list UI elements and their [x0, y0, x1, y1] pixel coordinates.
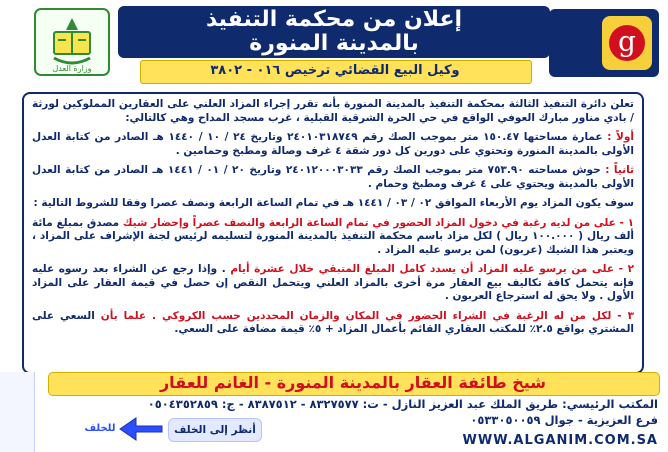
condition-3: [32, 310, 634, 337]
license-subtitle: وكيل البيع القضائي ترخيص ٠١٦ - ٣٨٠٢: [210, 63, 460, 78]
first-item-label: أولاً :: [607, 131, 634, 143]
office-contact: المكتب الرئيسي: طريق الملك عبد العزيز النازل - ت: ٨٣٢٧٥٧٧ - ٨٣٨٧٥١٢ - ج: ٠٥٠٤٣٥٢٨٥٩: [147, 397, 658, 411]
condition-3-text: السعي على المشتري بواقع ٢.٥٪ للمكتب العقاري القائم بأعمال المزاد + ٥٪ قيمة مضافة على السعي.: [32, 309, 634, 335]
auction-schedule: سوف يكون المزاد يوم الأربعاء الموافق ٠٢ / ٠٣ / ١٤٤١ هـ في تمام الساعة الرابعة ونصف عصرا وفقا للشروط التالية :: [33, 197, 634, 209]
notice-intro: تعلن دائرة التنفيذ الثالثة بمحكمة التنفيذ بالمدينة المنورة بأنه تقرر إجراء المزاد العلني على العقارين المملوكين لورثة / بادي مناور مبارك العوفي الواقع في حي الحرة الشرقية القبلية ، غرب مسجد المداح وهي كالتالي:: [32, 98, 634, 124]
back-label: للخلف: [84, 423, 116, 434]
court-emblem-icon: [34, 8, 110, 76]
header: [0, 0, 668, 88]
side-strip-text: [0, 397, 55, 427]
first-item-text: عمارة مساحتها ١٥٠.٤٧ متر بموجب الصك رقم ٢٤٠١٠٣١٨٧٤٩ وتاريخ ٢٤ / ١٠ / ١٤٤٠ هـ الصادر من كتابة العدل الأولى بالمدينة المنورة وتحتوي على دورين كل دور شقة ٤ غرف وصالة ومطبخ وحمامين .: [32, 131, 634, 157]
back-button[interactable]: أنظر إلى الخلف: [168, 418, 262, 442]
second-item-text: حوش مساحته ٧٥٣.٩٠ متر بموجب الصك رقم ٢٤٠١٢٠٠٠٣٠٣٣ وتاريخ ٢٠ / ٠١ / ١٤٤١ هـ الصادر من كتابة العدل الأولى بالمدينة ويحتوي على ٤ غرف ومطبخ وحمام .: [32, 164, 634, 190]
website-link[interactable]: WWW.ALGANIM.COM.SA: [462, 433, 658, 448]
condition-1-prefix: ١ - على من لديه رغبة في دخول المزاد الحضور في تمام الساعة الرابعة والنصف عصراً وإحضار شيك: [122, 216, 635, 229]
arrow-left-icon: [118, 414, 164, 444]
page-title: [118, 6, 550, 60]
notice-second-item: [32, 164, 634, 191]
second-item-label: ثانياً :: [605, 164, 634, 176]
notice-first-item: [32, 131, 634, 158]
condition-1-text: مصدق بمبلغ مائة ألف ريال ( ١٠٠.٠٠٠ ريال ) لكل مزاد باسم محكمة التنفيذ بالمدينة المنورة لتسليمه لرئيس لجنة الإشراف على المزاد ، ويعتبر هذا الشيك (عربون) لمن يرسو عليه المزاد .: [32, 216, 635, 256]
svg-text:وزارة العدل: وزارة العدل: [52, 64, 92, 73]
title-line-2: بالمدينة المنورة: [249, 31, 419, 56]
brand-logo-icon: [548, 8, 660, 78]
branch-contact: فرع العزيزية - جوال ٠٥٣٣٠٥٠٠٥٩: [470, 413, 658, 427]
condition-2-prefix: ٢ - على من يرسو عليه المزاد أن يسدد كامل المبلغ المتبقي خلال عشرة أيام: [230, 263, 634, 275]
condition-3-prefix: ٣ - لكل من له الرغبة في الشراء الحضور في المكان والزمان المحددين حسب الكروكي . علما بأن: [100, 309, 635, 322]
brand-logo-letter: g: [618, 25, 636, 58]
title-line-1: إعلان من محكمة التنفيذ: [205, 7, 463, 32]
condition-1: [32, 217, 634, 258]
condition-2: [32, 263, 634, 304]
notice-text: [32, 98, 634, 366]
condition-2-text: . وإذا رجع عن الشراء بعد رسوه عليه فإنه يتحمل كافة تكاليف بيع العقار مرة أخرى بالمزاد العلني ويتحمل النقص إن حصل في قيمة العقار على المزاد الأول . ولا يحق له استرجاع العربون .: [32, 263, 634, 302]
notice-box: [22, 92, 644, 374]
footer-title: شيخ طائفة العقار بالمدينة المنورة - الغانم للعقار: [159, 373, 547, 392]
